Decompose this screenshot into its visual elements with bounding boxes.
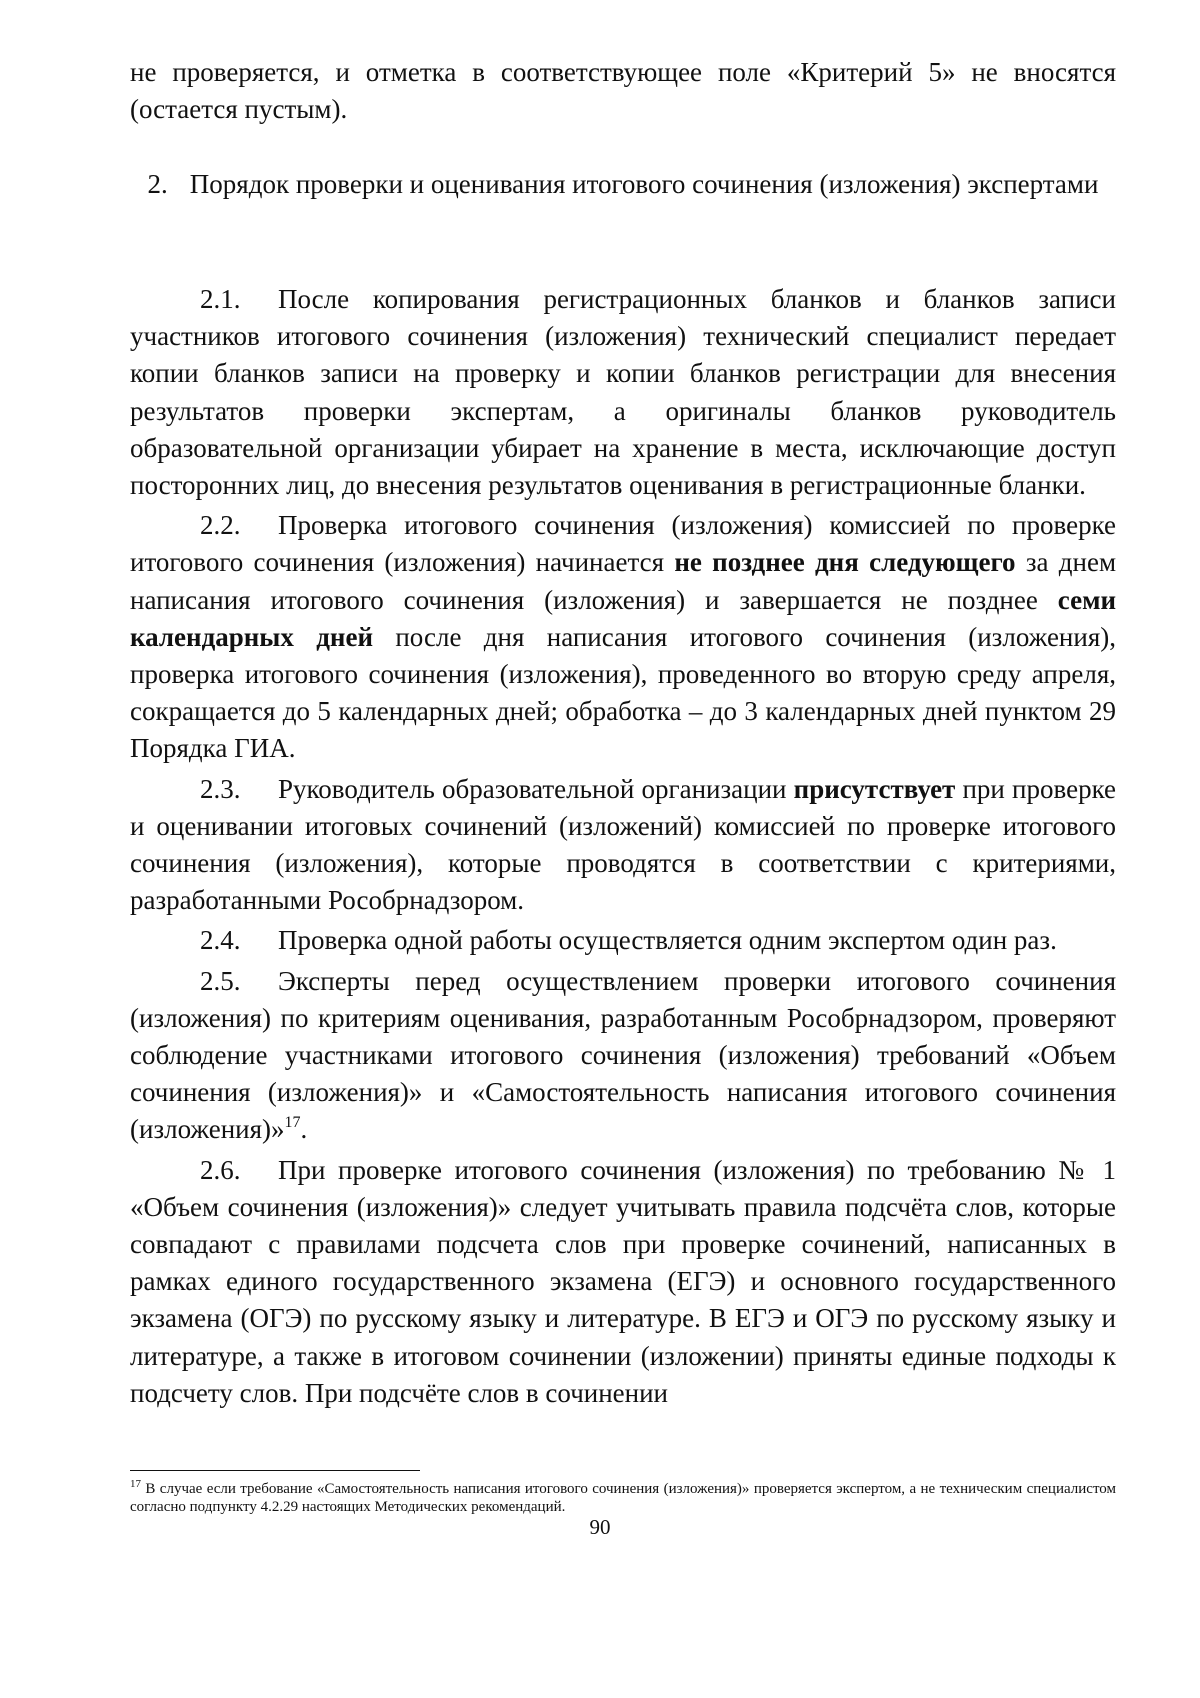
footnote-reference[interactable]: 17 — [284, 1114, 301, 1132]
item-text-end: . — [300, 1114, 308, 1145]
emphasis-deadline-end: семи календарных дней — [130, 584, 1117, 652]
section-title: Порядок проверки и оценивания итогового сочинения (изложения) экспертами — [189, 169, 1099, 199]
item-text: После копирования регистрационных бланков и бланков записи участников итогового сочинения (изложения) технический специалист передает копии бланков записи на проверку и копии бланков регистрации для внесения результатов проверки экспертам, а оригиналы бланков руководитель образовательной организации убирает на хранение в места, исключающие доступ посторонних лиц, до внесения результатов оценивания в регистрационные бланки. — [130, 284, 1116, 501]
section-items — [130, 281, 1116, 1415]
item-number: 2.2. — [200, 510, 241, 541]
item-2-4 — [130, 922, 1116, 959]
item-number: 2.6. — [200, 1154, 241, 1185]
item-text: Эксперты перед осуществлением проверки итогового сочинения (изложения) по критериям оценивания, разработанным Рособрнадзором, проверяют соблюдение участниками итогового сочинения (изложения) требований «Объем сочинения (изложения)» и «Самостоятельность написания итогового сочинения (изложения)» — [130, 965, 1116, 1145]
item-text: при проверке и оценивании итоговых сочинений (изложений) комиссией по проверке итогового сочинения (изложения), которые проводятся в соответствии с критериями, разработанными Рособрнадзором. — [130, 773, 1117, 916]
footnote-divider — [130, 1470, 420, 1471]
item-2-1 — [130, 281, 1116, 504]
item-2-6 — [130, 1152, 1116, 1412]
item-2-3 — [130, 771, 1116, 920]
item-text: после дня написания итогового сочинения (изложения), проверка итогового сочинения (изложения), проведенного во вторую среду апреля, сокращается до 5 календарных дней; обработка – до 3 календарных дней пунктом 29 Порядка ГИА. — [130, 621, 1116, 764]
footnote-text: В случае если требование «Самостоятельность написания итогового сочинения (изложения)» проверяется экспертом, а не техническим специалистом согласно подпункту 4.2.29 настоящих Методических рекомендаций. — [130, 1481, 1117, 1515]
emphasis-deadline-start: не позднее дня следующего — [674, 547, 1016, 578]
item-text: При проверке итогового сочинения (изложения) по требованию № 1 «Объем сочинения (изложения)» следует учитывать правила подсчёта слов, которые совпадают с правилами подсчета слов при проверке сочинений, написанных в рамках единого государственного экзамена (ЕГЭ) и основного государственного экзамена (ОГЭ) по русскому языку и литературе. В ЕГЭ и ОГЭ по русскому языку и литературе, а также в итоговом сочинении (изложении) приняты единые подходы к подсчету слов. При подсчёте слов в сочинении — [130, 1154, 1116, 1408]
intro-text: не проверяется, и отметка в соответствующее поле «Критерий 5» не вносятся (остается пустым). — [130, 57, 1116, 125]
item-number: 2.1. — [200, 284, 241, 314]
continuation-paragraph — [130, 54, 1116, 128]
footnote — [130, 1480, 1116, 1516]
section-heading — [130, 166, 1116, 203]
item-2-5 — [130, 963, 1116, 1149]
item-text: Проверка итогового сочинения (изложения) комиссией по проверке итогового сочинения (изложения) начинается — [130, 510, 1116, 578]
item-number: 2.5. — [200, 965, 241, 996]
item-number: 2.4. — [200, 925, 241, 956]
item-2-2 — [130, 507, 1116, 767]
item-text: за днем написания итогового сочинения (изложения) и завершается не позднее — [130, 547, 1117, 615]
page-number: 90 — [589, 1515, 611, 1539]
item-text: Проверка одной работы осуществляется одним экспертом один раз. — [278, 925, 1057, 956]
footnote-number: 17 — [130, 1478, 141, 1490]
item-number: 2.3. — [200, 773, 241, 804]
item-text: Руководитель образовательной организации — [278, 773, 787, 804]
section-number: 2. — [147, 169, 168, 199]
emphasis-presence: присутствует — [793, 773, 956, 804]
